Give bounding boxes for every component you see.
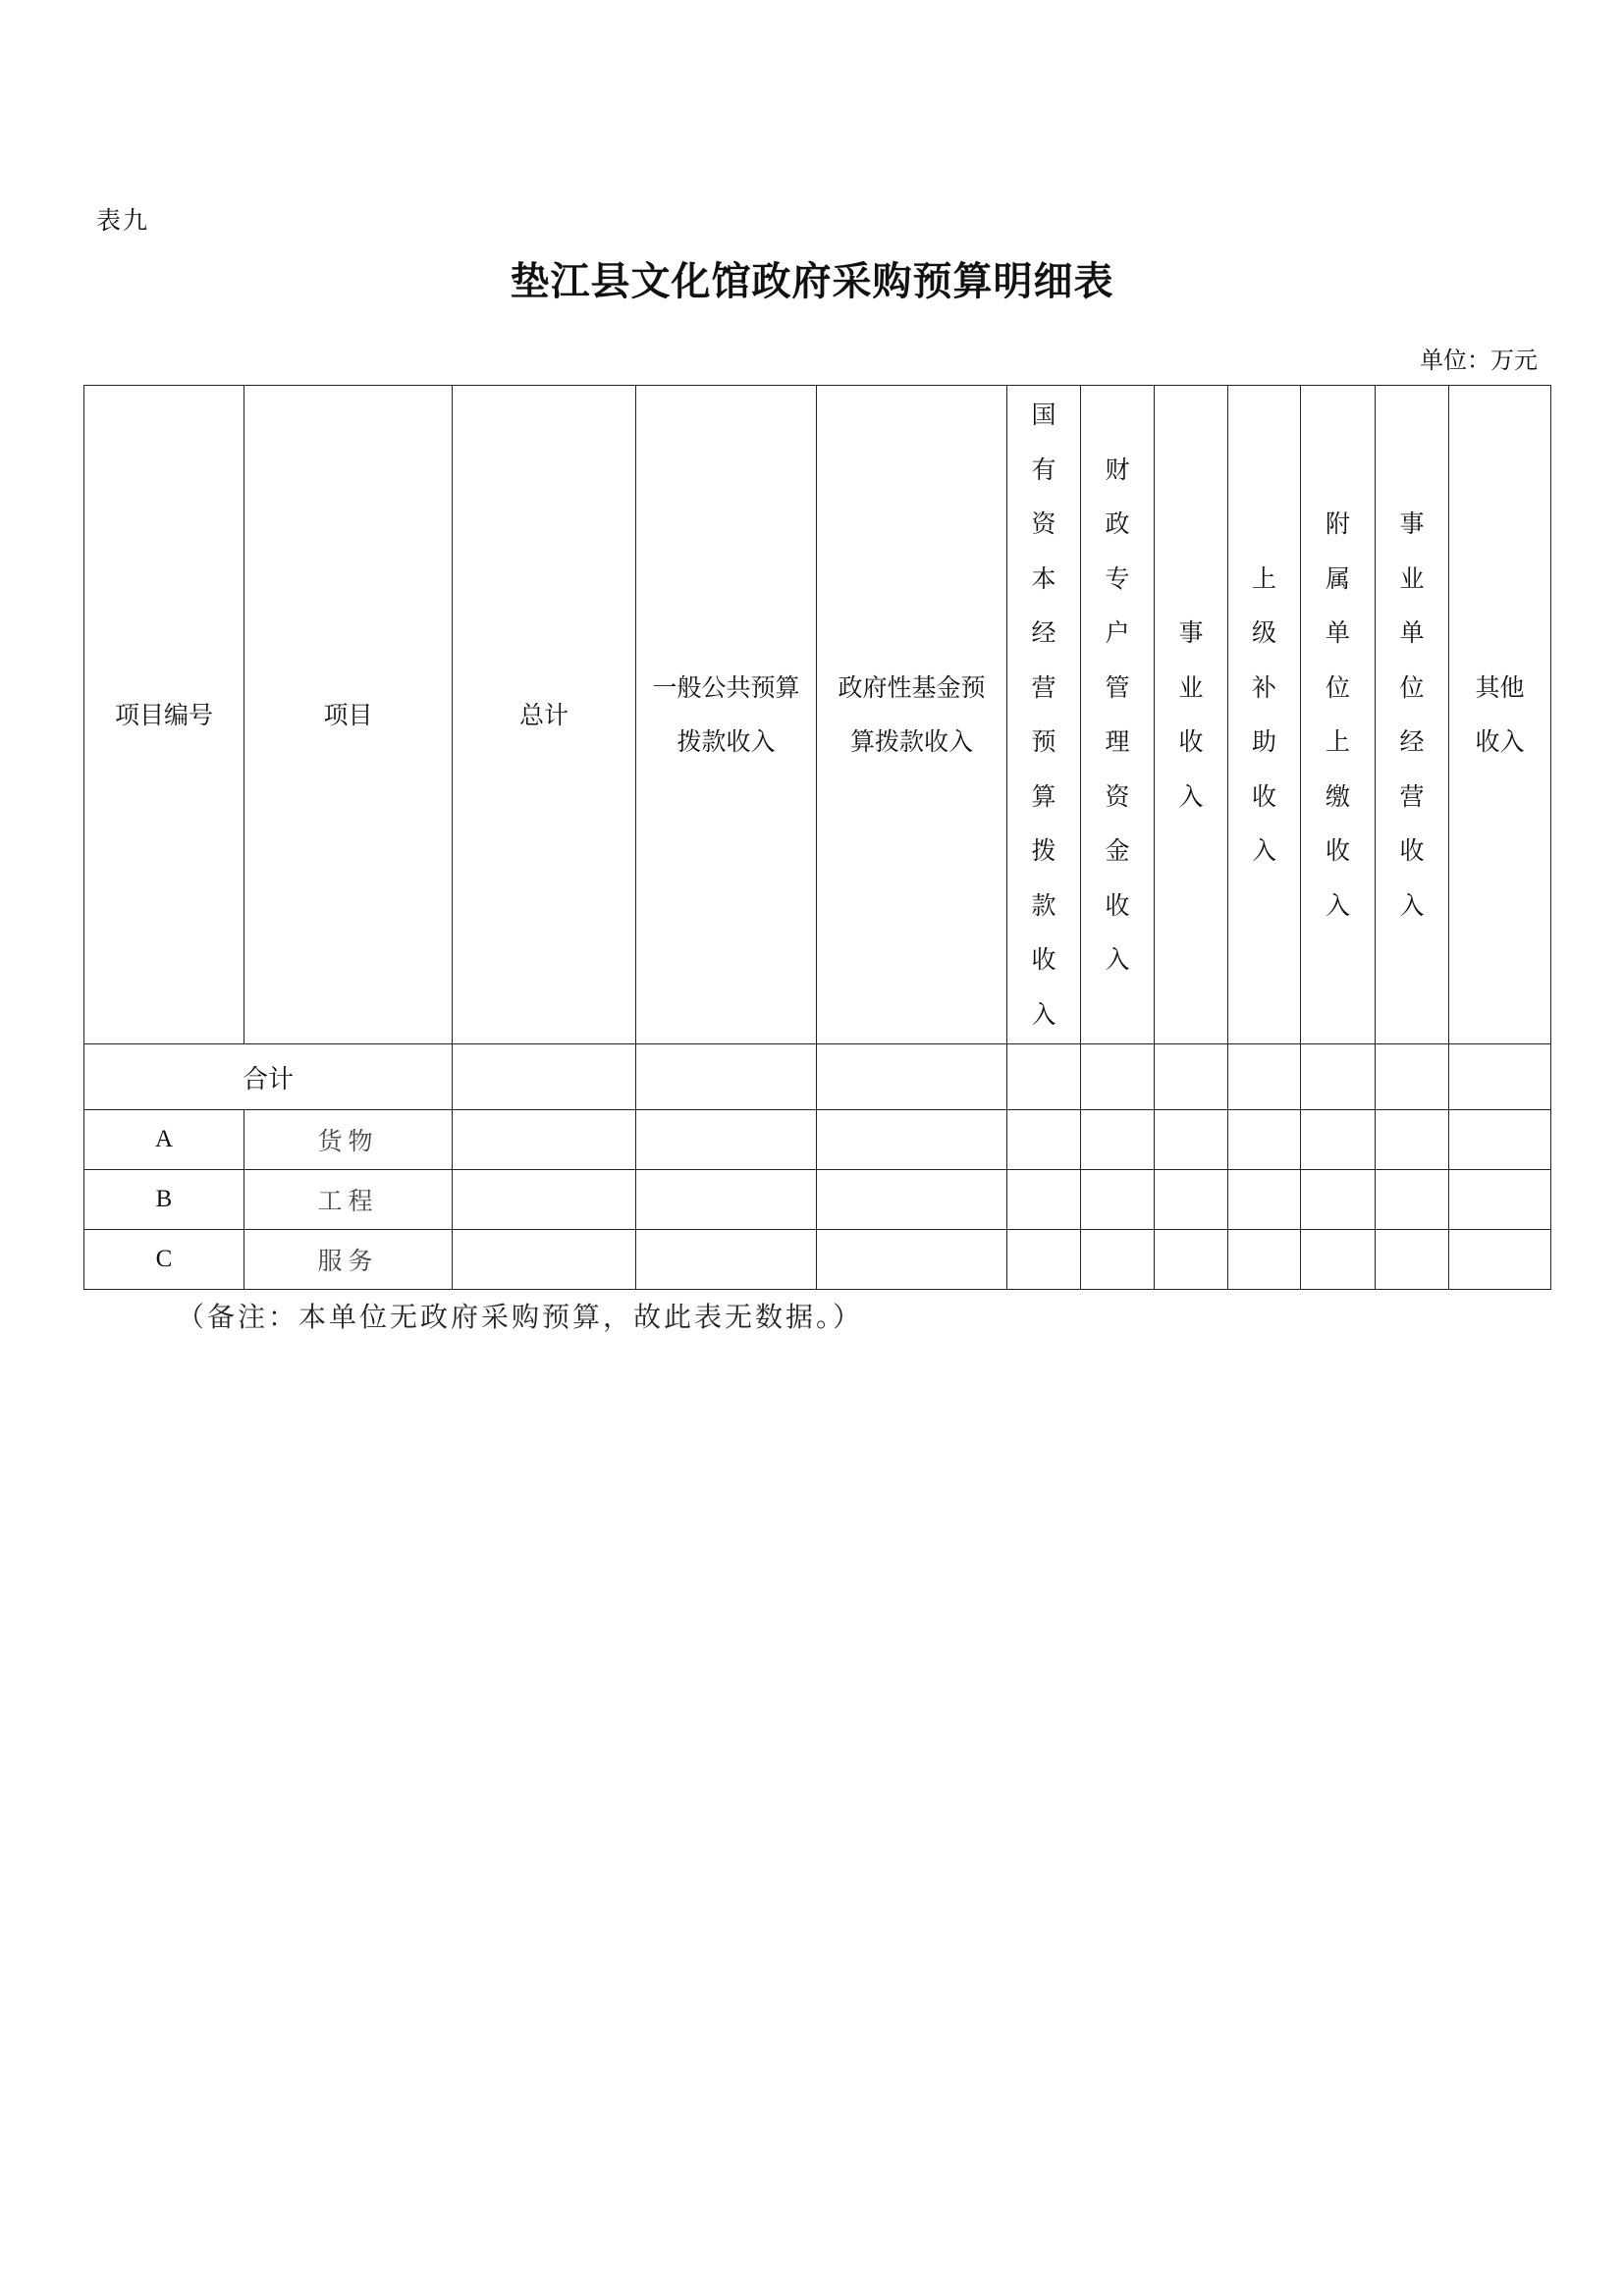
procurement-budget-table	[83, 385, 1551, 1290]
header-affiliated-payment: 附属单位上缴收入	[1301, 386, 1376, 1044]
total-label: 合计	[84, 1044, 453, 1110]
row-name: 货物	[244, 1110, 453, 1170]
row-code: C	[84, 1230, 244, 1290]
table-number: 表九	[96, 206, 150, 235]
table-row	[84, 1170, 1551, 1230]
footnote: （备注：本单位无政府采购预算，故此表无数据。）	[177, 1301, 864, 1333]
row-code: A	[84, 1110, 244, 1170]
table-row	[84, 1230, 1551, 1290]
header-total: 总计	[453, 386, 636, 1044]
header-other-income: 其他收入	[1449, 386, 1551, 1044]
row-name: 工程	[244, 1170, 453, 1230]
header-row	[84, 386, 1551, 1044]
unit-label: 单位：万元	[1420, 347, 1538, 374]
header-state-capital: 国有资本经营预算拨款收入	[1007, 386, 1081, 1044]
header-superior-subsidy: 上级补助收入	[1228, 386, 1301, 1044]
header-business-operating: 事业单位经营收入	[1376, 386, 1449, 1044]
header-general-budget: 一般公共预算拨款收入	[636, 386, 817, 1044]
page-title: 垫江县文化馆政府采购预算明细表	[510, 258, 1114, 304]
header-business-income: 事业收入	[1155, 386, 1228, 1044]
table-row	[84, 1110, 1551, 1170]
header-gov-fund: 政府性基金预算拨款收入	[817, 386, 1007, 1044]
row-name: 服务	[244, 1230, 453, 1290]
header-code: 项目编号	[84, 386, 244, 1044]
row-code: B	[84, 1170, 244, 1230]
total-row	[84, 1044, 1551, 1110]
header-fiscal-special: 财政专户管理资金收入	[1081, 386, 1155, 1044]
header-item: 项目	[244, 386, 453, 1044]
